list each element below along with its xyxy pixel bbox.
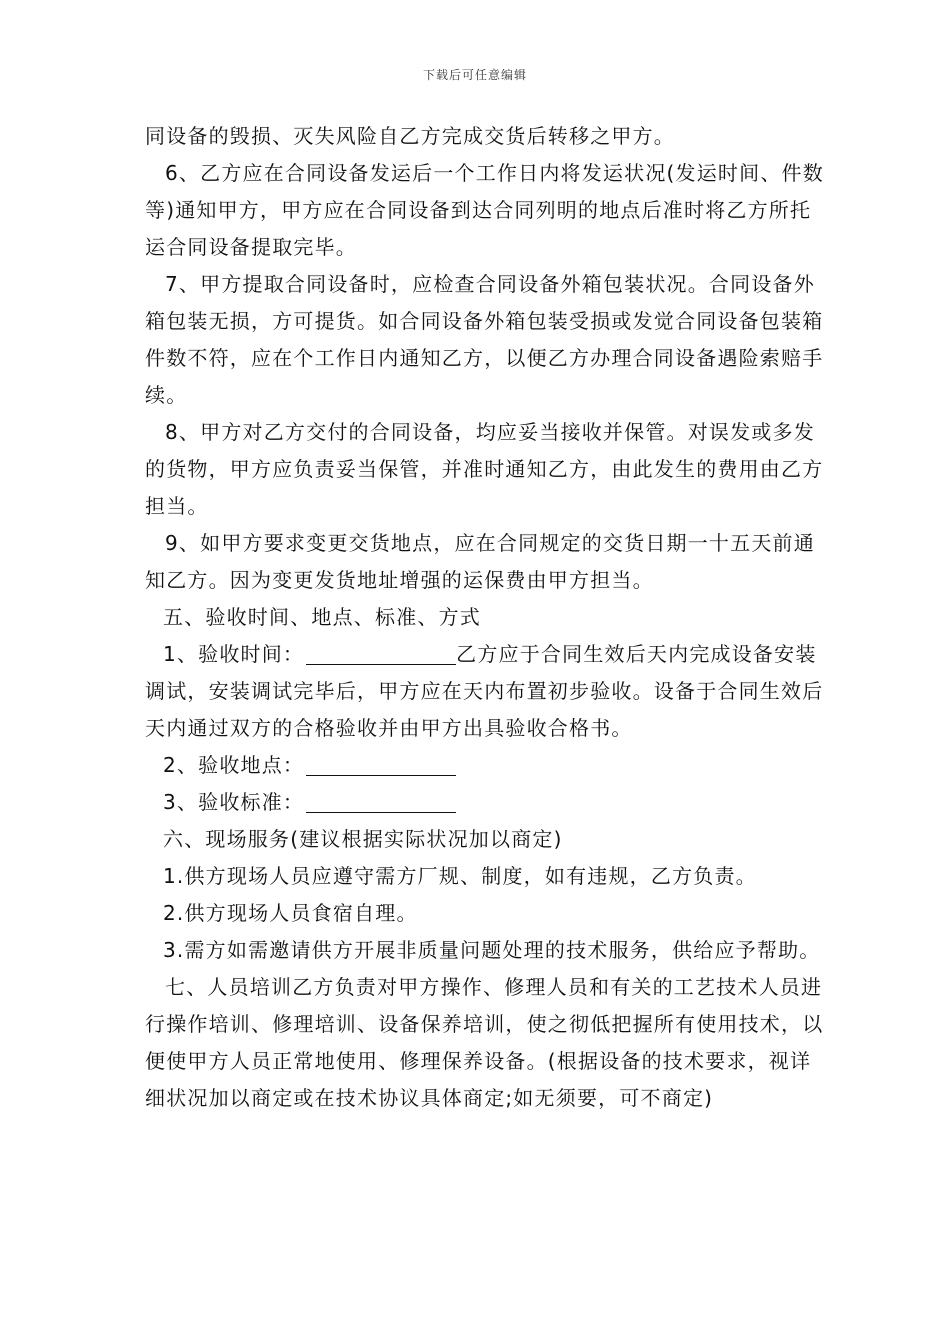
- acceptance-standard-label: 3、验收标准：: [163, 790, 305, 814]
- acceptance-standard: [145, 784, 825, 821]
- acceptance-standard-blank: [306, 790, 456, 813]
- paragraph-item-6: 6、乙方应在合同设备发运后一个工作日内将发运状况(发运时间、件数等)通知甲方，甲方应在合同设备到达合同列明的地点后准时将乙方所托运合同设备提取完毕。: [145, 161, 824, 259]
- acceptance-place-blank: [306, 753, 456, 776]
- acceptance-place: [145, 747, 825, 784]
- acceptance-time: [145, 636, 825, 747]
- service-item-1: 1.供方现场人员应遵守需方厂规、制度，如有违规，乙方负责。: [163, 864, 757, 888]
- document-body: [145, 118, 825, 1117]
- page-header: 下载后可任意编辑: [422, 68, 527, 82]
- service-item-3: 3.需方如需邀请供方开展非质量问题处理的技术服务，供给应予帮助。: [163, 938, 821, 962]
- acceptance-time-label: 1、验收时间：: [163, 642, 305, 666]
- acceptance-time-text: 乙方应于合同生效后天内完成设备安装调试，安装调试完毕后，甲方应在天内布置初步验收。设备于合同生效后天内通过双方的合格验收并由甲方出具验收合格书。: [145, 642, 824, 740]
- section-title-acceptance: 五、验收时间、地点、标准、方式: [163, 605, 481, 629]
- acceptance-time-blank: [306, 642, 456, 665]
- section-title-service: 六、现场服务(建议根据实际状况加以商定): [163, 827, 563, 851]
- paragraph-item-7: 7、甲方提取合同设备时，应检查合同设备外箱包装状况。合同设备外箱包装无损，方可提货。如合同设备外箱包装受损或发觉合同设备包装箱件数不符，应在个工作日内通知乙方，以便乙方办理合同设备遇险索赔手续。: [145, 272, 824, 407]
- paragraph-item-9: 9、如甲方要求变更交货地点，应在合同规定的交货日期一十五天前通知乙方。因为变更发货地址增强的运保费由甲方担当。: [145, 531, 815, 592]
- section-training: 七、人员培训乙方负责对甲方操作、修理人员和有关的工艺技术人员进行操作培训、修理培训、设备保养培训，使之彻低把握所有使用技术，以便使甲方人员正常地使用、修理保养设备。(根据设备的技术要求，视详细状况加以商定或在技术协议具体商定;如无须要，可不商定): [145, 975, 824, 1110]
- paragraph-item-8: 8、甲方对乙方交付的合同设备，均应妥当接收并保管。对误发或多发的货物，甲方应负责妥当保管，并准时通知乙方，由此发生的费用由乙方担当。: [145, 420, 824, 518]
- acceptance-place-label: 2、验收地点：: [163, 753, 305, 777]
- service-item-2: 2.供方现场人员食宿自理。: [163, 901, 418, 925]
- paragraph-risk-transfer: 同设备的毁损、灭失风险自乙方完成交货后转移之甲方。: [145, 124, 675, 148]
